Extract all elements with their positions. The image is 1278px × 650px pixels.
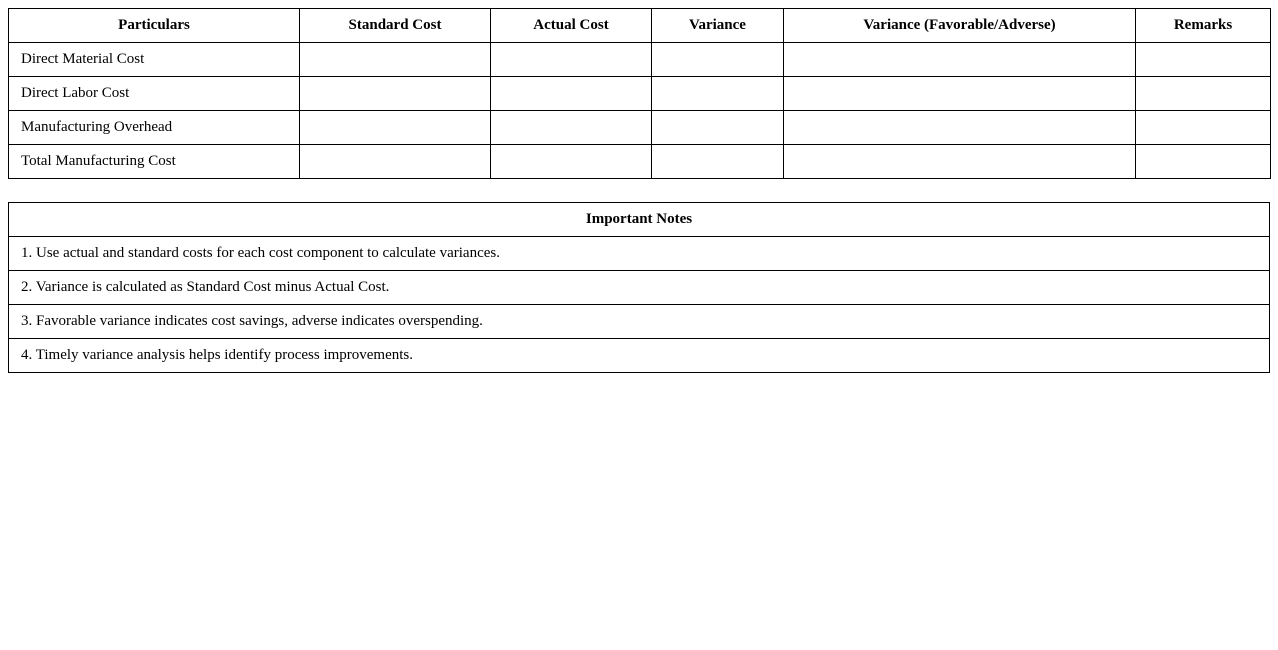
header-particulars: Particulars [9, 9, 300, 43]
table-row [9, 111, 1271, 145]
note-item: 2. Variance is calculated as Standard Cost minus Actual Cost. [9, 271, 1270, 305]
actual-cost-cell [491, 145, 652, 179]
table-row [9, 145, 1271, 179]
variance-cell [652, 77, 784, 111]
row-label: Direct Material Cost [9, 43, 300, 77]
note-item: 4. Timely variance analysis helps identify process improvements. [9, 339, 1270, 373]
header-actual-cost: Actual Cost [491, 9, 652, 43]
table-row [9, 43, 1271, 77]
remarks-cell [1136, 111, 1271, 145]
remarks-cell [1136, 145, 1271, 179]
row-label: Manufacturing Overhead [9, 111, 300, 145]
table-row [9, 77, 1271, 111]
header-remarks: Remarks [1136, 9, 1271, 43]
actual-cost-cell [491, 77, 652, 111]
row-label: Total Manufacturing Cost [9, 145, 300, 179]
header-standard-cost: Standard Cost [300, 9, 491, 43]
note-item: 1. Use actual and standard costs for each cost component to calculate variances. [9, 237, 1270, 271]
note-row [9, 271, 1270, 305]
standard-cost-cell [300, 43, 491, 77]
remarks-cell [1136, 77, 1271, 111]
standard-cost-cell [300, 111, 491, 145]
actual-cost-cell [491, 43, 652, 77]
actual-cost-cell [491, 111, 652, 145]
variance-cell [652, 43, 784, 77]
variance-type-cell [784, 111, 1136, 145]
remarks-cell [1136, 43, 1271, 77]
header-variance: Variance [652, 9, 784, 43]
table-header-row [9, 9, 1271, 43]
note-row [9, 237, 1270, 271]
variance-type-cell [784, 43, 1136, 77]
note-row [9, 305, 1270, 339]
important-notes-table [8, 202, 1270, 373]
row-label: Direct Labor Cost [9, 77, 300, 111]
header-variance-favorable-adverse: Variance (Favorable/Adverse) [784, 9, 1136, 43]
variance-cell [652, 145, 784, 179]
notes-title: Important Notes [9, 203, 1270, 237]
variance-cell [652, 111, 784, 145]
note-row [9, 339, 1270, 373]
standard-cost-cell [300, 145, 491, 179]
cost-variance-table [8, 8, 1271, 179]
variance-type-cell [784, 77, 1136, 111]
notes-header-row [9, 203, 1270, 237]
variance-type-cell [784, 145, 1136, 179]
standard-cost-cell [300, 77, 491, 111]
note-item: 3. Favorable variance indicates cost savings, adverse indicates overspending. [9, 305, 1270, 339]
